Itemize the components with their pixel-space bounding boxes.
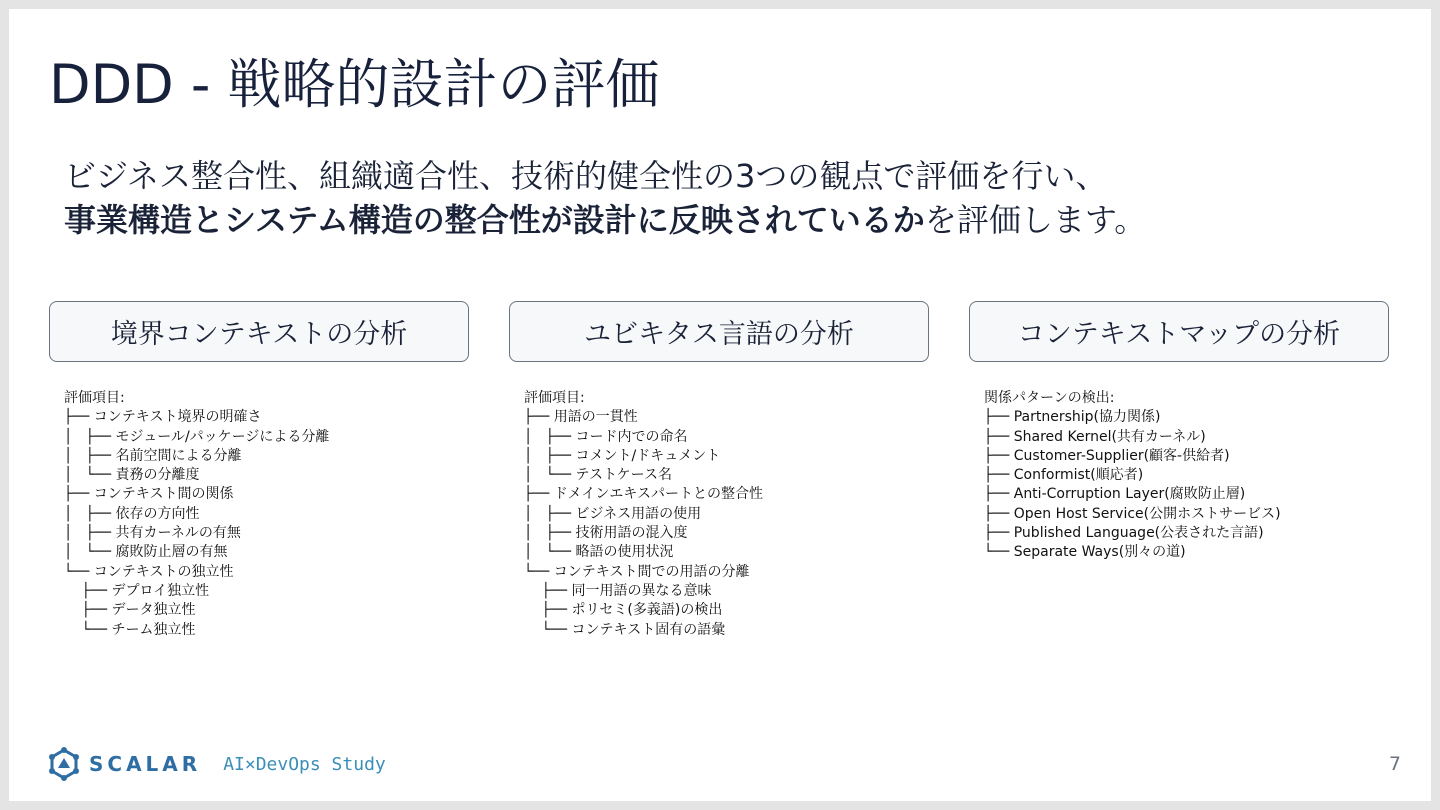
page-number: 7 xyxy=(1388,753,1401,775)
study-name: AI×DevOps Study xyxy=(223,753,386,775)
slide-title: DDD - 戦略的設計の評価 xyxy=(49,53,660,116)
slide xyxy=(9,9,1431,801)
subtitle-emphasis: 事業構造とシステム構造の整合性が設計に反映されているか xyxy=(64,201,925,239)
bounded-context-header: 境界コンテキストの分析 xyxy=(49,301,469,362)
bounded-context-tree: 評価項目: ├── コンテキスト境界の明確さ │ ├── モジュール/パッケージによる分離 │ ├── 名前空間による分離 │ └── 責務の分離度 ├── コンテキスト間の関係 │ ├── 依存の方向性 │ ├── 共有カーネルの有無 │ └── 腐敗防止層の有無 └── コンテキストの独立性 ├── デプロイ独立性 ├── データ独立性 └── チーム独立性 xyxy=(64,390,330,638)
slide-subtitle xyxy=(64,154,1146,242)
ubiquitous-language-header: ユビキタス言語の分析 xyxy=(509,301,929,362)
context-map-tree: 関係パターンの検出: ├── Partnership(協力関係) ├── Shared Kernel(共有カーネル) ├── Customer-Supplier(顧客-供給者) ├── Conformist(順応者) ├── Anti-Corruption Layer(腐敗防止層) ├── Open Host Service(公開ホストサービス) ├── Published Language(公表された言語) └── Separate Ways(別々の道) xyxy=(984,390,1281,561)
subtitle-line-2-rest: を評価します。 xyxy=(924,201,1147,239)
brand-name: SCALAR xyxy=(89,752,202,776)
subtitle-line-1: ビジネス整合性、組織適合性、技術的健全性の3つの観点で評価を行い、 xyxy=(64,157,1108,195)
ubiquitous-language-tree: 評価項目: ├── 用語の一貫性 │ ├── コード内での命名 │ ├── コメント/ドキュメント │ └── テストケース名 ├── ドメインエキスパートとの整合性 │ ├── ビジネス用語の使用 │ ├── 技術用語の混入度 │ └── 略語の使用状況 └── コンテキスト間での用語の分離 ├── 同一用語の異なる意味 ├── ポリセミ(多義語)の検出 └── コンテキスト固有の語彙 xyxy=(524,390,764,638)
footer-branding xyxy=(47,747,386,781)
context-map-header: コンテキストマップの分析 xyxy=(969,301,1389,362)
scalar-logo-icon xyxy=(47,747,81,781)
subtitle-line-2 xyxy=(64,198,1146,242)
